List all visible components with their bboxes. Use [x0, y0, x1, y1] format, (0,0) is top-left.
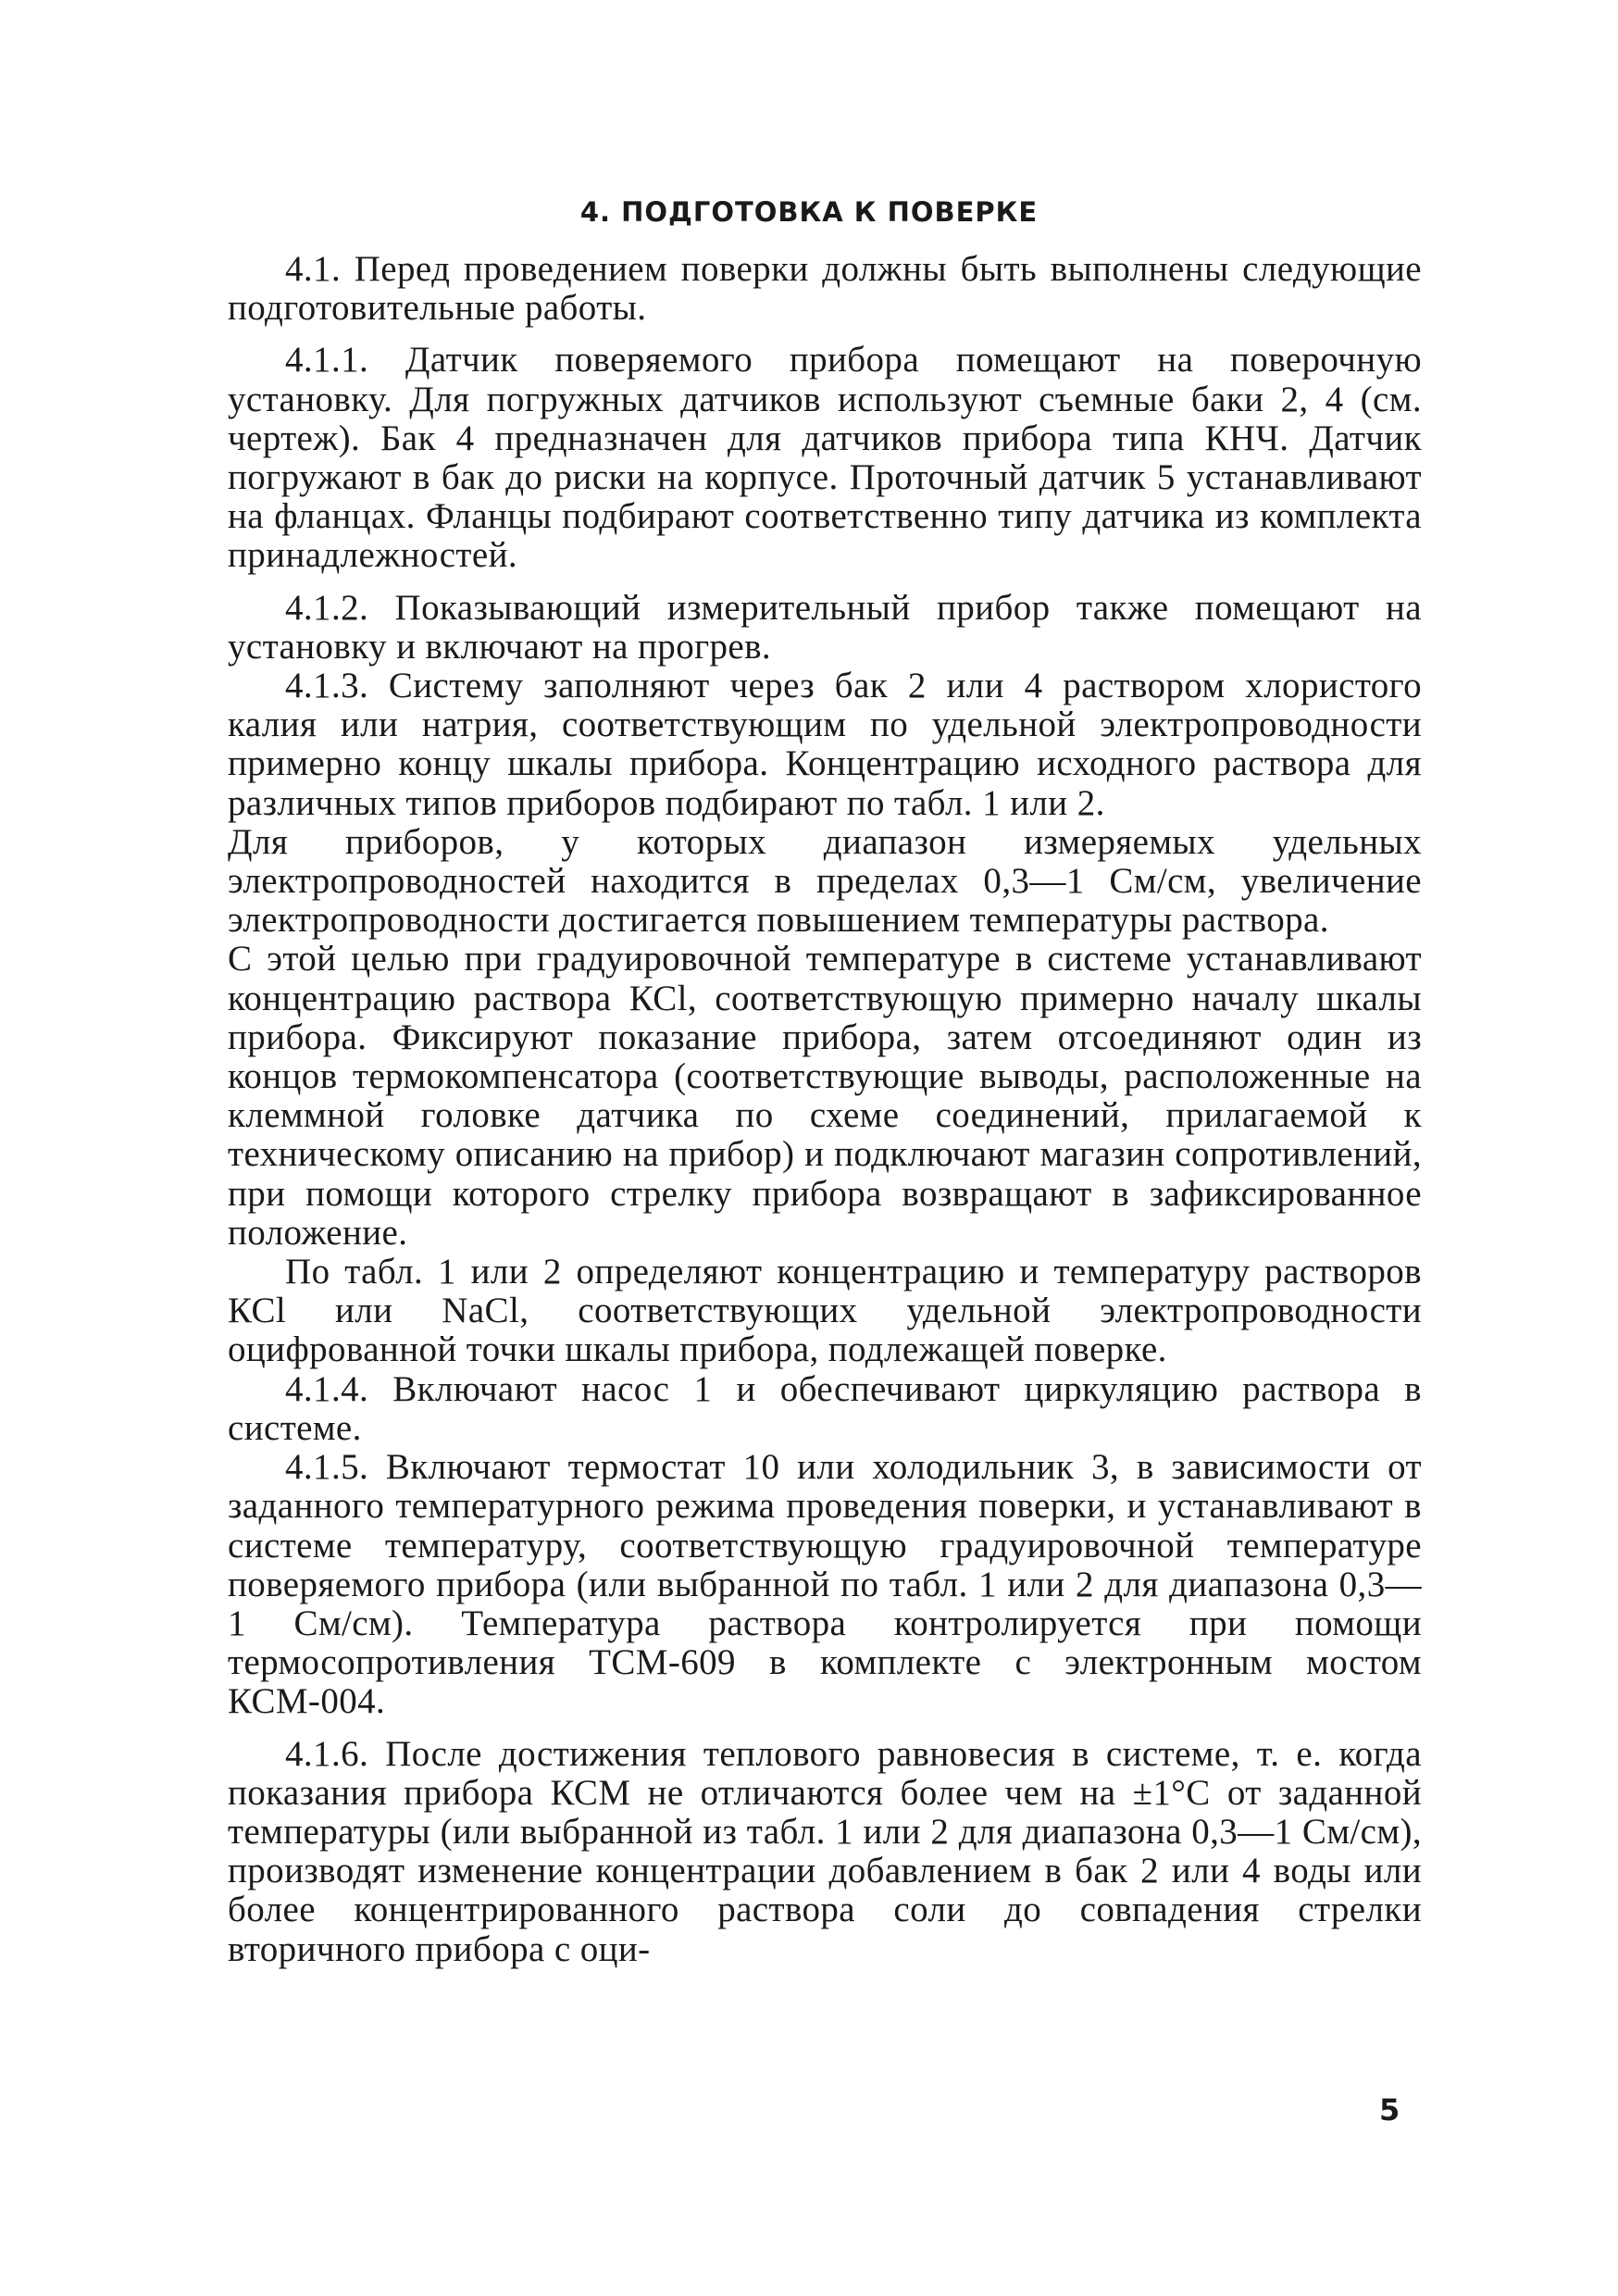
paragraph-range-note: Для приборов, у которых диапазон измеряемых удельных электропроводностей находится в пределах 0,3—1 См/см, увеличение электропроводности достигается повышением температуры раствора.: [228, 821, 1422, 941]
paragraph-4-1-6: 4.1.6. После достижения теплового равновесия в системе, т. е. когда показания прибора КСМ не отличаются более чем на ±1°С от заданной температуры (или выбранной из табл. 1 или 2 для диапазона 0,3—1 См/см), производят изменение концентрации добавлением в бак 2 или 4 воды или более концентрированного раствора соли до совпадения стрелки вторичного прибора с оци-: [228, 1733, 1422, 1969]
paragraph-4-1: 4.1. Перед проведением поверки должны быть выполнены следующие подготовительные работы.: [228, 249, 1422, 329]
paragraph-kcl-procedure: С этой целью при градуировочной температуре в системе устанавливают концентрацию раствора КСl, соответствующую примерно началу шкалы прибора. Фиксируют показание прибора, затем отсоединяют один из концов термокомпенсатора (соответствующие выводы, расположенные на клеммной головке датчика по схеме соединений, прилагаемой к техническому описанию на прибор) и подключают магазин сопротивлений, при помощи которого стрелку прибора возвращают в зафиксированное положение.: [228, 939, 1422, 1253]
paragraph-4-1-1: 4.1.1. Датчик поверяемого прибора помещают на поверочную установку. Для погружных датчиков используют съемные баки 2, 4 (см. чертеж). Бак 4 предназначен для датчиков прибора типа КНЧ. Датчик погружают в бак до риски на корпусе. Проточный датчик 5 устанавливают на фланцах. Фланцы подбирают соответственно типу датчика из комплекта принадлежностей.: [228, 340, 1422, 576]
paragraph-4-1-3: 4.1.3. Систему заполняют через бак 2 или 4 раствором хлористого калия или натрия, соответствующим по удельной электропроводности примерно концу шкалы прибора. Концентрацию исходного раствора для различных типов приборов подбирают по табл. 1 или 2.: [228, 666, 1422, 823]
paragraph-4-1-4: 4.1.4. Включают насос 1 и обеспечивают циркуляцию раствора в системе.: [228, 1368, 1422, 1448]
paragraph-table-lookup: По табл. 1 или 2 определяют концентрацию и температуру растворов КСl или NaCl, соответствующих удельной электропроводности оцифрованной точки шкалы прибора, подлежащей поверке.: [228, 1252, 1422, 1370]
section-heading: 4. ПОДГОТОВКА К ПОВЕРКЕ: [579, 196, 1039, 228]
page-number: 5: [1379, 2092, 1400, 2128]
paragraph-4-1-2: 4.1.2. Показывающий измерительный прибор также помещают на установку и включают на прогрев.: [228, 587, 1422, 667]
paragraph-4-1-5: 4.1.5. Включают термостат 10 или холодильник 3, в зависимости от заданного температурного режима проведения поверки, и устанавливают в системе температуру, соответствующую градуировочной температуре поверяемого прибора (или выбранной по табл. 1 или 2 для диапазона 0,3—1 См/см). Температура раствора контролируется при помощи термосопротивления ТСМ-609 в комплекте с электронным мостом КСМ-004.: [228, 1447, 1422, 1722]
body-text: [228, 250, 1422, 1969]
